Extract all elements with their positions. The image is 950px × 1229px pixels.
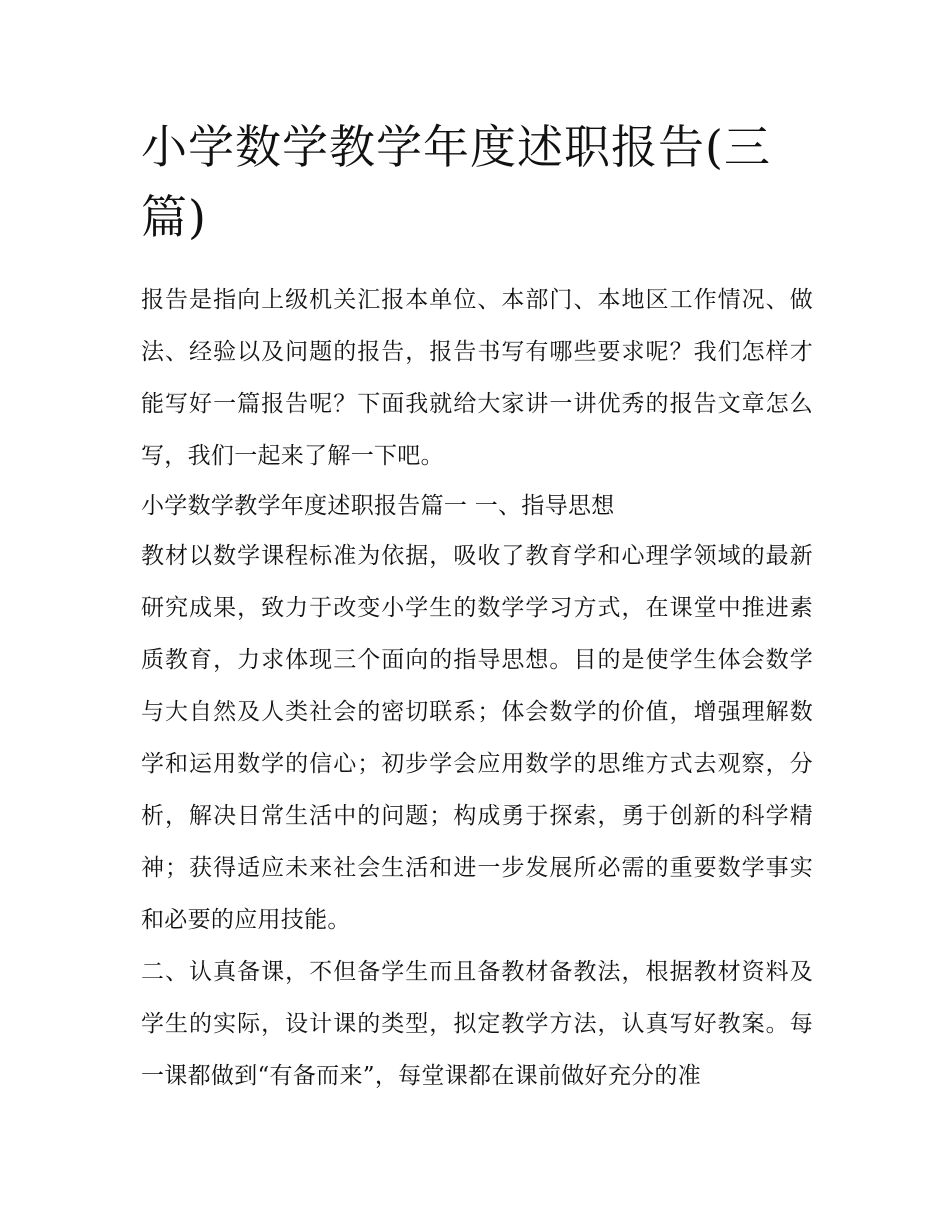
body-paragraph: 教材以数学课程标准为依据，吸收了教育学和心理学领域的最新研究成果，致力于改变小学生的数学学习方式，在课堂中推进素质教育，力求体现三个面向的指导思想。目的是使学生体会数学与大自然及人类社会的密切联系；体会数学的价值，增强理解数学和运用数学的信心；初步学会应用数学的思维方式去观察，分析，解决日常生活中的问题；构成勇于探索，勇于创新的科学精神；获得适应未来社会生活和进一步发展所必需的重要数学事实和必要的应用技能。 <box>141 543 813 933</box>
intro-paragraph: 报告是指向上级机关汇报本单位、本部门、本地区工作情况、做法、经验以及问题的报告，报告书写有哪些要求呢？我们怎样才能写好一篇报告呢？下面我就给大家讲一讲优秀的报告文章怎么写，我们一起来了解一下吧。 <box>141 287 813 469</box>
section-heading: 小学数学教学年度述职报告篇一 一、指导思想 <box>141 493 615 519</box>
document-title: 小学数学教学年度述职报告(三篇) <box>141 120 771 244</box>
document-page <box>141 112 813 1102</box>
body-paragraph: 二、认真备课，不但备学生而且备教材备教法，根据教材资料及学生的实际，设计课的类型，拟定教学方法，认真写好教案。每一课都做到“有备而来”，每堂课都在课前做好充分的准 <box>141 959 813 1089</box>
